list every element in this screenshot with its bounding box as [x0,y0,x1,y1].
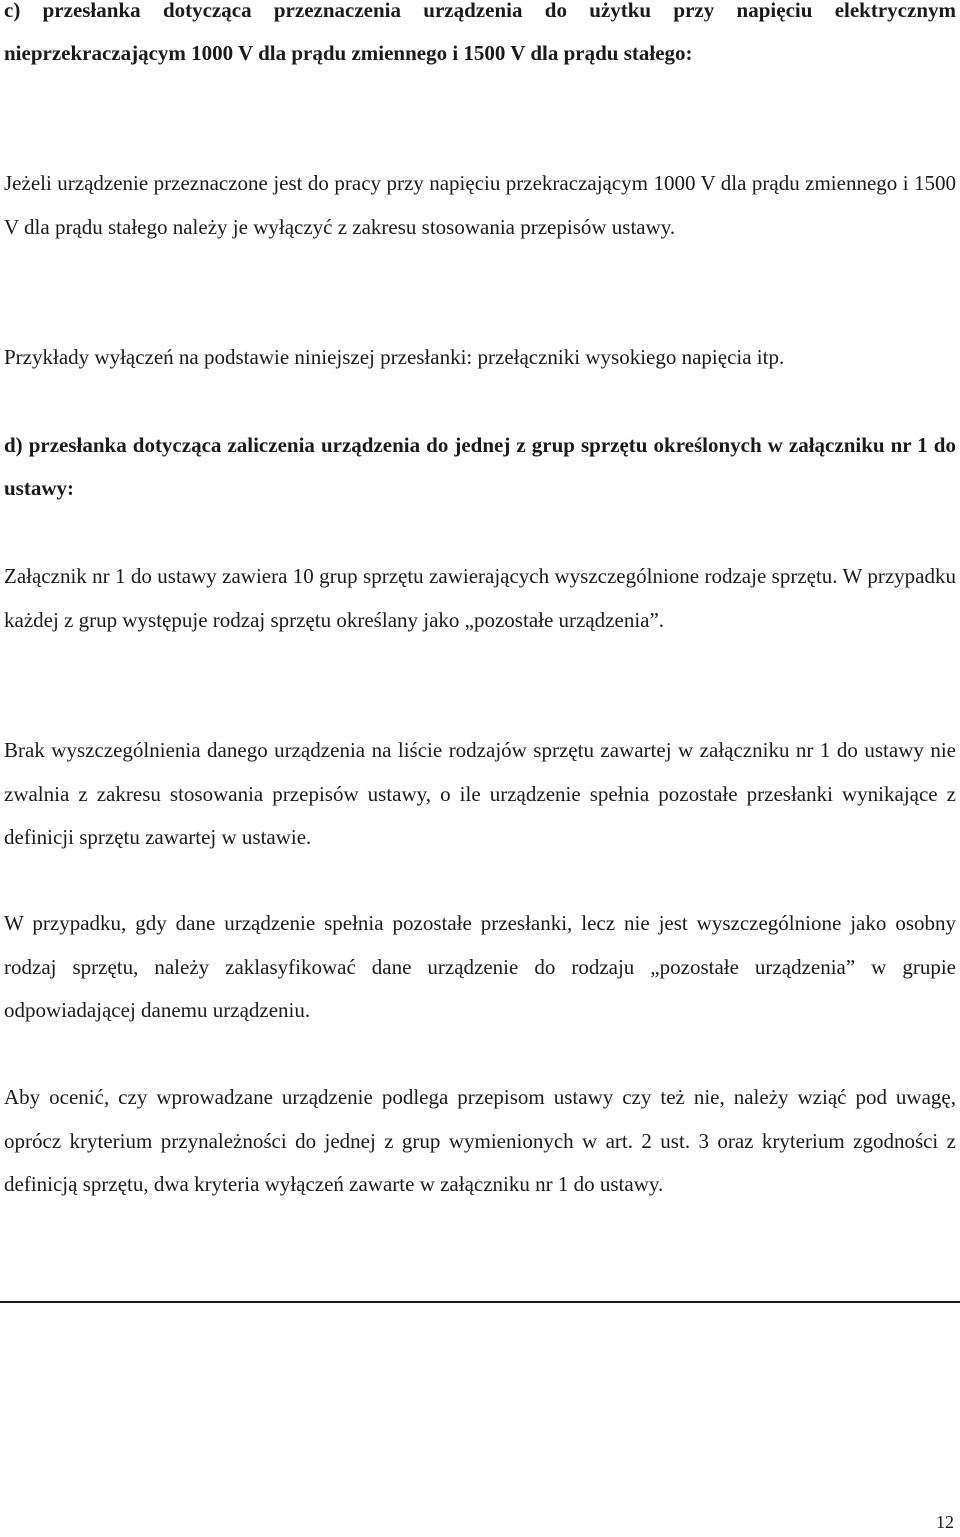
section-c-heading: c) przesłanka dotycząca przeznaczenia urządzenia do użytku przy napięciu elektrycznym nieprzekraczającym 1000 V dla prądu zmiennego i 1500 V dla prądu stałego: [4,0,956,65]
section-d-paragraph-2: Brak wyszczególnienia danego urządzenia na liście rodzajów sprzętu zawartej w załączniku nr 1 do ustawy nie zwalnia z zakresu stosowania przepisów ustawy, o ile urządzenie spełnia pozostałe przesłanki wynikające z definicji sprzętu zawartej w ustawie. [4,738,956,849]
section-d-heading: d) przesłanka dotycząca zaliczenia urządzenia do jednej z grup sprzętu określonych w załączniku nr 1 do ustawy: [4,433,956,500]
footer-divider [0,1301,960,1303]
section-d-paragraph-4: Aby ocenić, czy wprowadzane urządzenie podlega przepisom ustawy czy też nie, należy wziąć pod uwagę, oprócz kryterium przynależności do jednej z grup wymienionych w art. 2 ust. 3 oraz kryterium zgodności z definicją sprzętu, dwa kryteria wyłączeń zawarte w załączniku nr 1 do ustawy. [4,1085,956,1196]
section-d-paragraph-1: Załącznik nr 1 do ustawy zawiera 10 grup sprzętu zawierających wyszczególnione rodzaje sprzętu. W przypadku każdej z grup występuje rodzaj sprzętu określany jako „pozostałe urządzenia”. [4,564,956,632]
section-c-paragraph-2: Przykłady wyłączeń na podstawie niniejszej przesłanki: przełączniki wysokiego napięcia itp. [4,345,785,369]
page-number: 12 [936,1512,954,1532]
section-c-paragraph-1: Jeżeli urządzenie przeznaczone jest do pracy przy napięciu przekraczającym 1000 V dla prądu zmiennego i 1500 V dla prądu stałego należy je wyłączyć z zakresu stosowania przepisów ustawy. [4,171,956,239]
section-d-paragraph-3: W przypadku, gdy dane urządzenie spełnia pozostałe przesłanki, lecz nie jest wyszczególnione jako osobny rodzaj sprzętu, należy zaklasyfikować dane urządzenie do rodzaju „pozostałe urządzenia” w grupie odpowiadającej danemu urządzeniu. [4,911,956,1022]
